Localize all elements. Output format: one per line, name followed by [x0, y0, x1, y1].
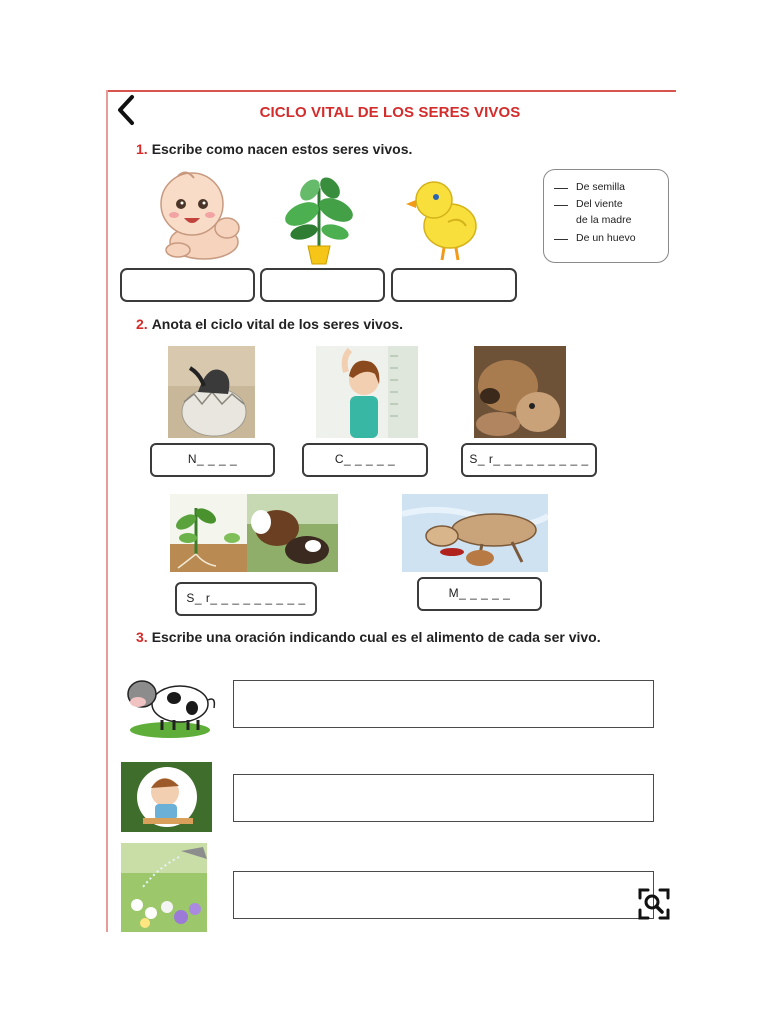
option-egg: De un huevo [576, 232, 636, 244]
question-number: 3. [136, 629, 148, 645]
option-womb: Del viente [576, 198, 623, 210]
food-answer-cow[interactable] [233, 680, 654, 728]
left-rule [106, 90, 108, 932]
cow-image [122, 664, 216, 742]
question-text: Anota el ciclo vital de los seres vivos. [151, 316, 404, 332]
question-2 [136, 316, 403, 332]
worksheet-title: CICLO VITAL DE LOS SERES VIVOS [259, 104, 521, 121]
hint-box-grow[interactable]: C_ _ _ _ _ [302, 443, 428, 477]
question-text: Escribe como nacen estos seres vivos. [151, 141, 413, 157]
chick-image [404, 172, 482, 262]
plant-image [280, 168, 358, 266]
food-answer-plants[interactable] [233, 871, 654, 919]
dog-family-image [474, 346, 566, 438]
chevron-left-icon[interactable] [112, 92, 142, 128]
option-womb-cont: de la madre [576, 214, 632, 226]
seedling-image [170, 494, 248, 572]
baby-image [154, 162, 242, 262]
cow-calf-image [247, 494, 338, 572]
hint-box-reproduce[interactable]: S_ r_ _ _ _ _ _ _ _ _ [461, 443, 597, 477]
question-3 [136, 629, 601, 645]
boy-eating-image [121, 762, 212, 832]
answer-box-baby[interactable] [120, 268, 255, 302]
hint-box-reproduce-2[interactable]: S_ r_ _ _ _ _ _ _ _ _ [175, 582, 317, 616]
growing-girl-image [316, 346, 418, 438]
top-rule [106, 90, 676, 92]
dead-animal-image [402, 494, 548, 572]
answer-box-chick[interactable] [391, 268, 517, 302]
food-answer-boy[interactable] [233, 774, 654, 822]
hint-box-born[interactable]: N_ _ _ _ [150, 443, 275, 477]
question-text: Escribe una oración indicando cual es el alimento de cada ser vivo. [151, 629, 601, 645]
options-box [543, 169, 669, 263]
watering-flowers-image [121, 843, 207, 932]
option-seed: De semilla [576, 181, 626, 193]
hint-box-die[interactable]: M_ _ _ _ _ [417, 577, 542, 611]
zoom-search-icon[interactable] [636, 886, 672, 922]
question-number: 2. [136, 316, 148, 332]
question-1 [136, 141, 412, 157]
question-number: 1. [136, 141, 148, 157]
answer-box-plant[interactable] [260, 268, 385, 302]
hatching-egg-image [168, 346, 255, 438]
